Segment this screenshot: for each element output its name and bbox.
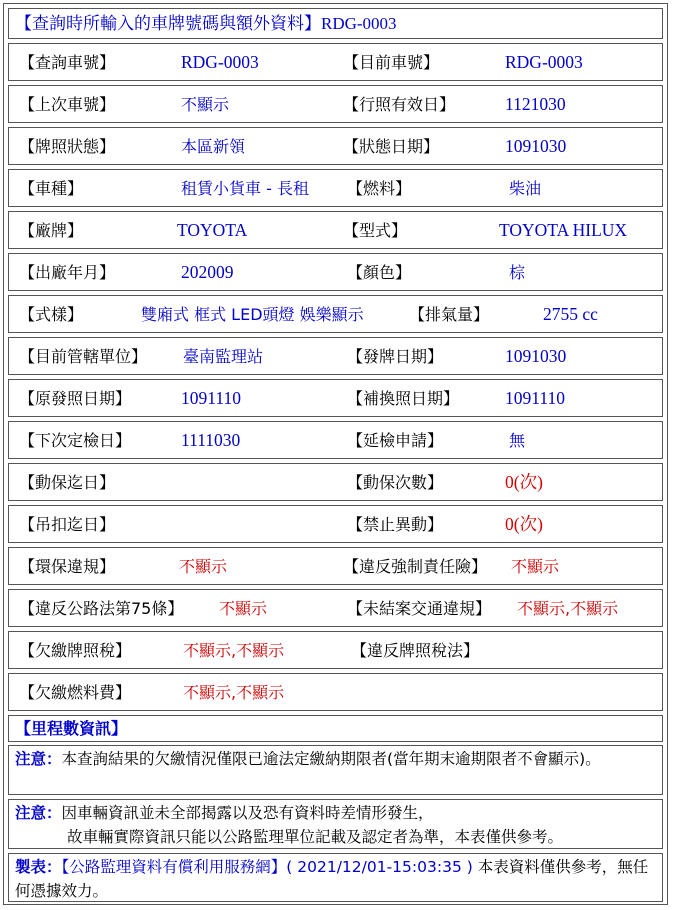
current-plate-value: RDG-0003 — [505, 52, 583, 72]
footer-text: 本表資料僅供參考，無任何憑據效力。 — [15, 858, 649, 900]
plate-status-value: 本區新領 — [181, 137, 246, 156]
vehicle-report-sheet — [3, 3, 668, 905]
replacement-date-label: 【補換照日期】 — [347, 389, 460, 408]
replacement-date-value: 1091110 — [505, 388, 565, 408]
table-row — [8, 631, 663, 669]
manufacture-date-value: 202009 — [181, 262, 234, 282]
mileage-section — [8, 715, 663, 742]
unpaid-license-tax-value: 不顯示,不顯示 — [183, 641, 285, 660]
next-inspection-value: 1111030 — [181, 430, 241, 450]
header-title: 【查詢時所輸入的車牌號碼與額外資料】RDG-0003 — [15, 14, 397, 33]
previous-plate-label: 【上次車號】 — [19, 95, 116, 114]
unpaid-license-tax-label: 【欠繳牌照稅】 — [19, 641, 132, 660]
table-row — [8, 673, 663, 711]
manufacture-date-label: 【出廠年月】 — [19, 263, 116, 282]
query-plate-value: RDG-0003 — [181, 52, 259, 72]
footer-label: 製表： — [15, 858, 62, 876]
table-row — [8, 337, 663, 375]
original-license-date-label: 【原發照日期】 — [19, 389, 132, 408]
table-row — [8, 169, 663, 207]
mileage-title: 【里程數資訊】 — [15, 719, 128, 738]
issue-date-value: 1091030 — [505, 346, 567, 366]
brand-label: 【廠牌】 — [19, 221, 84, 240]
plate-status-label: 【牌照狀態】 — [19, 137, 116, 156]
footer-row — [8, 853, 663, 902]
vehicle-type-value: 租賃小貨車 - 長租 — [181, 179, 309, 198]
color-label: 【顏色】 — [347, 263, 412, 282]
note-line-1: 因車輛資訊並未全部揭露以及恐有資料時差情形發生， — [61, 804, 434, 822]
lien-count-label: 【動保次數】 — [347, 473, 444, 492]
highway-act-violation-value: 不顯示 — [219, 599, 268, 618]
unpaid-fuel-fee-label: 【欠繳燃料費】 — [19, 683, 132, 702]
license-tax-violation-label: 【違反牌照稅法】 — [351, 641, 480, 660]
note-label: 注意： — [15, 804, 62, 822]
table-row — [8, 85, 663, 123]
license-valid-date-label: 【行照有效日】 — [343, 95, 456, 114]
vehicle-type-label: 【車種】 — [19, 179, 84, 198]
highway-act-violation-label: 【違反公路法第75條】 — [19, 599, 184, 618]
environmental-violation-value: 不顯示 — [179, 557, 228, 576]
inspection-extension-value: 無 — [509, 431, 526, 450]
model-value: TOYOTA HILUX — [499, 220, 628, 240]
note-label: 注意： — [15, 750, 62, 768]
jurisdiction-value: 臺南監理站 — [183, 347, 264, 366]
note-line-2: 故車輛實際資訊只能以公路監理單位記載及認定者為準，本表僅供參考。 — [67, 828, 564, 846]
issue-date-label: 【發牌日期】 — [347, 347, 444, 366]
open-traffic-violation-label: 【未結案交通違規】 — [347, 599, 492, 618]
jurisdiction-label: 【目前管轄單位】 — [19, 347, 148, 366]
table-row — [8, 253, 663, 291]
body-style-label: 【式樣】 — [19, 305, 84, 324]
table-row — [8, 379, 663, 417]
brand-value: TOYOTA — [177, 220, 248, 240]
transfer-ban-label: 【禁止異動】 — [347, 515, 444, 534]
fuel-value: 柴油 — [509, 179, 542, 198]
header-row — [8, 8, 663, 39]
note-disclaimer — [8, 799, 663, 849]
displacement-value: 2755 cc — [543, 304, 598, 324]
displacement-label: 【排氣量】 — [409, 305, 490, 324]
previous-plate-value: 不顯示 — [181, 95, 230, 114]
table-row — [8, 463, 663, 501]
insurance-violation-label: 【違反強制責任險】 — [343, 557, 488, 576]
lien-count-value: 0(次) — [505, 472, 543, 492]
query-plate-label: 【查詢車號】 — [19, 53, 116, 72]
model-label: 【型式】 — [343, 221, 408, 240]
status-date-value: 1091030 — [505, 136, 567, 156]
next-inspection-label: 【下次定檢日】 — [19, 431, 132, 450]
environmental-violation-label: 【環保違規】 — [19, 557, 116, 576]
original-license-date-value: 1091110 — [181, 388, 241, 408]
unpaid-fuel-fee-value: 不顯示,不顯示 — [183, 683, 285, 702]
footer-source: 【公路監理資料有償利用服務網】 — [61, 858, 287, 876]
current-plate-label: 【目前車號】 — [343, 53, 440, 72]
body-style-value: 雙廂式 框式 LED頭燈 娛樂顯示 — [141, 305, 364, 324]
table-row — [8, 421, 663, 459]
table-row — [8, 43, 663, 81]
footer-timestamp: ( 2021/12/01-15:03:35 ) — [286, 858, 473, 876]
suspension-end-date-label: 【吊扣迄日】 — [19, 515, 116, 534]
table-row — [8, 211, 663, 249]
note-text: 本查詢結果的欠繳情況僅限已逾法定繳納期限者(當年期末逾期限者不會顯示)。 — [61, 750, 601, 768]
table-row — [8, 589, 663, 627]
table-row — [8, 127, 663, 165]
table-row — [8, 547, 663, 585]
fuel-label: 【燃料】 — [347, 179, 412, 198]
lien-end-date-label: 【動保迄日】 — [19, 473, 116, 492]
transfer-ban-value: 0(次) — [505, 514, 543, 534]
note-overdue — [8, 745, 663, 795]
insurance-violation-value: 不顯示 — [511, 557, 560, 576]
table-row — [8, 295, 663, 333]
table-row — [8, 505, 663, 543]
color-value: 棕 — [509, 263, 526, 282]
open-traffic-violation-value: 不顯示,不顯示 — [517, 599, 619, 618]
inspection-extension-label: 【延檢申請】 — [347, 431, 444, 450]
license-valid-date-value: 1121030 — [505, 94, 566, 114]
status-date-label: 【狀態日期】 — [343, 137, 440, 156]
